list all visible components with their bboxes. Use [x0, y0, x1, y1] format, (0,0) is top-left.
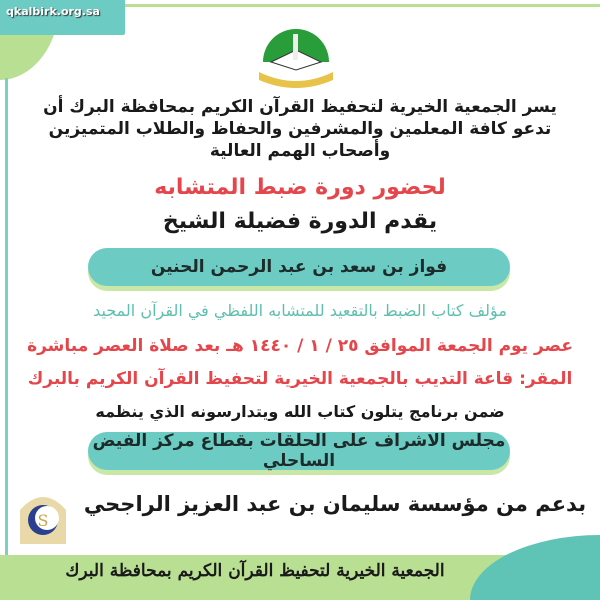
intro-line-2: تدعو كافة المعلمين والمشرفين والحفاظ والطلاب المتميزين	[48, 119, 552, 139]
presenter-name: فواز بن سعد بن عبد الرحمن الحنين	[150, 257, 448, 277]
presenter-intro: يقدم الدورة فضيلة الشيخ	[162, 209, 438, 234]
svg-text:S: S	[37, 511, 49, 530]
organizer-banner	[88, 432, 510, 470]
bottom-right-teal-circle	[470, 535, 600, 600]
association-logo	[255, 20, 337, 90]
presenter-name-banner	[88, 248, 510, 286]
footer-calligraphy: الجمعية الخيرية لتحفيظ القرآن الكريم بمحافظة البرك	[65, 561, 445, 581]
organizer: مجلس الاشراف على الحلقات بقطاع مركز الفيض الساحلي	[92, 431, 506, 471]
intro-line-1: يسر الجمعية الخيرية لتحفيظ القرآن الكريم بمحافظة البرك أن	[43, 97, 557, 117]
top-border-line	[125, 4, 600, 7]
course-venue: المقر: قاعة التديب بالجمعية الخيرية لتحفيظ القرآن الكريم بالبرك	[27, 369, 573, 389]
program-text: ضمن برنامج يتلون كتاب الله ويتدارسونه الذي ينظمه	[95, 402, 505, 421]
sponsor-text: بدعم من مؤسسة سليمان بن عبد العزيز الراجحي	[83, 492, 587, 516]
watermark: qkalbirk.org.sa	[6, 5, 100, 18]
sponsor-logo	[12, 488, 74, 552]
presenter-description: مؤلف كتاب الضبط بالتقعيد للمتشابه اللفظي في القرآن المجيد	[93, 301, 507, 320]
course-time: عصر يوم الجمعة الموافق ٢٥ / ١ / ١٤٤٠ هـ بعد صلاة العصر مباشرة	[27, 336, 573, 356]
course-title: لحضور دورة ضبط المتشابه	[154, 175, 446, 200]
intro-line-3: وأصحاب الهمم العالية	[209, 141, 391, 161]
